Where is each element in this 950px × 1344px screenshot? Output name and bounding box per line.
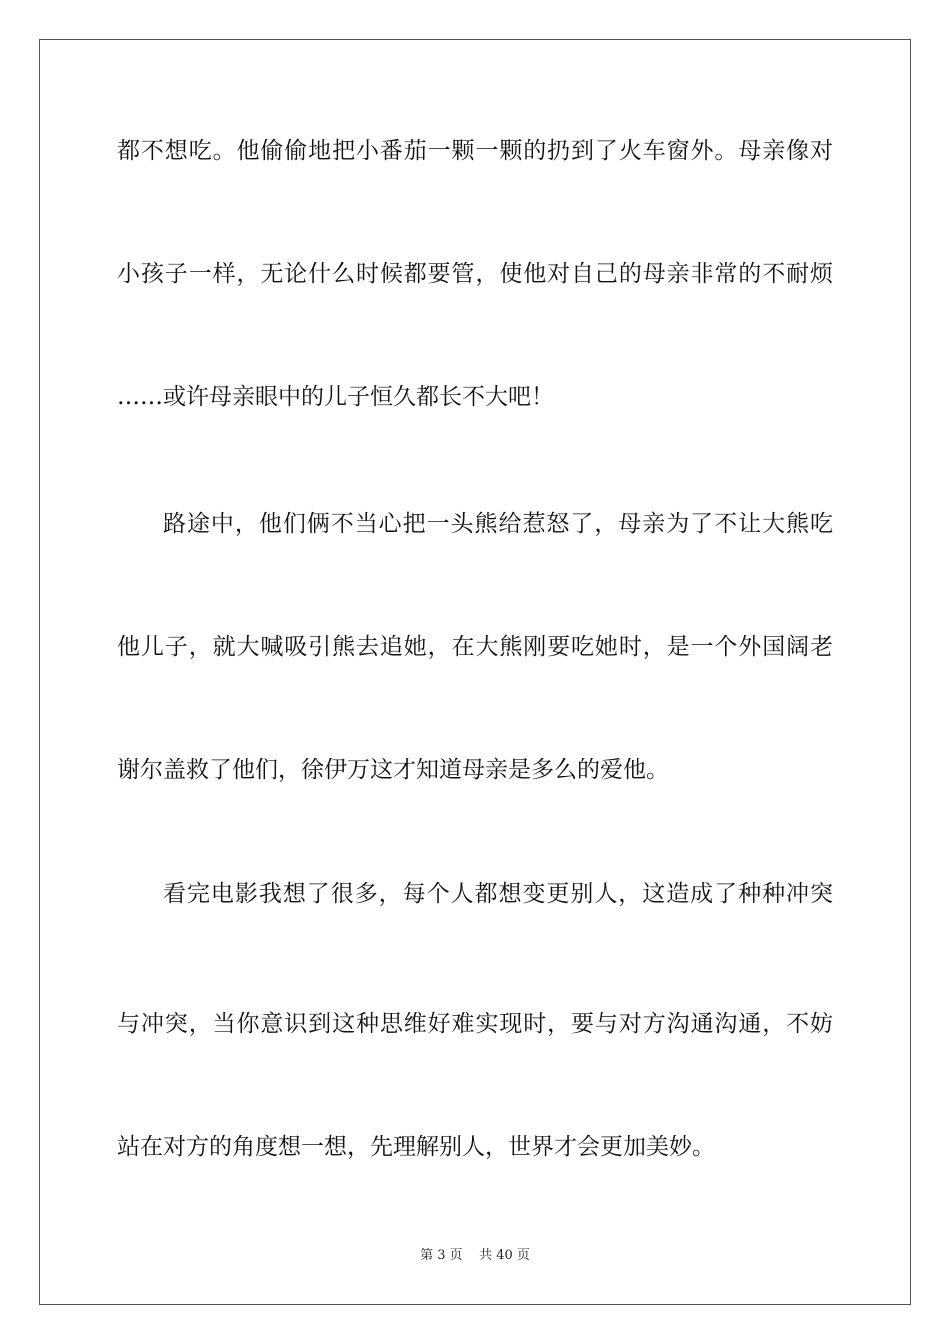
paragraph-3-line-1: 看完电影我想了很多，每个人都想变更别人，这造成了种种冲突: [163, 881, 833, 907]
page-border: [39, 39, 911, 1305]
paragraph-2-line-2: 他儿子，就大喊吸引熊去追她，在大熊刚要吃她时，是一个外国阔老: [117, 634, 833, 660]
paragraph-2-line-3: 谢尔盖救了他们，徐伊万这才知道母亲是多么的爱他。: [117, 757, 669, 783]
paragraph-1-line-2: 小孩子一样，无论什么时候都要管，使他对自己的母亲非常的不耐烦: [117, 261, 833, 287]
paragraph-3-line-3: 站在对方的角度想一想，先理解别人，世界才会更加美妙。: [117, 1134, 715, 1160]
paragraph-1-line-1: 都不想吃。他偷偷地把小番茄一颗一颗的扔到了火车窗外。母亲像对: [117, 138, 833, 164]
paragraph-3-line-2: 与冲突，当你意识到这种思维好难实现时，要与对方沟通沟通，不妨: [117, 1011, 833, 1037]
paragraph-1-line-3: ……或许母亲眼中的儿子恒久都长不大吧！: [117, 384, 554, 410]
page-number-footer: 第 3 页 共 40 页: [420, 1248, 530, 1263]
paragraph-2-line-1: 路途中，他们俩不当心把一头熊给惹怒了，母亲为了不让大熊吃: [163, 511, 833, 537]
